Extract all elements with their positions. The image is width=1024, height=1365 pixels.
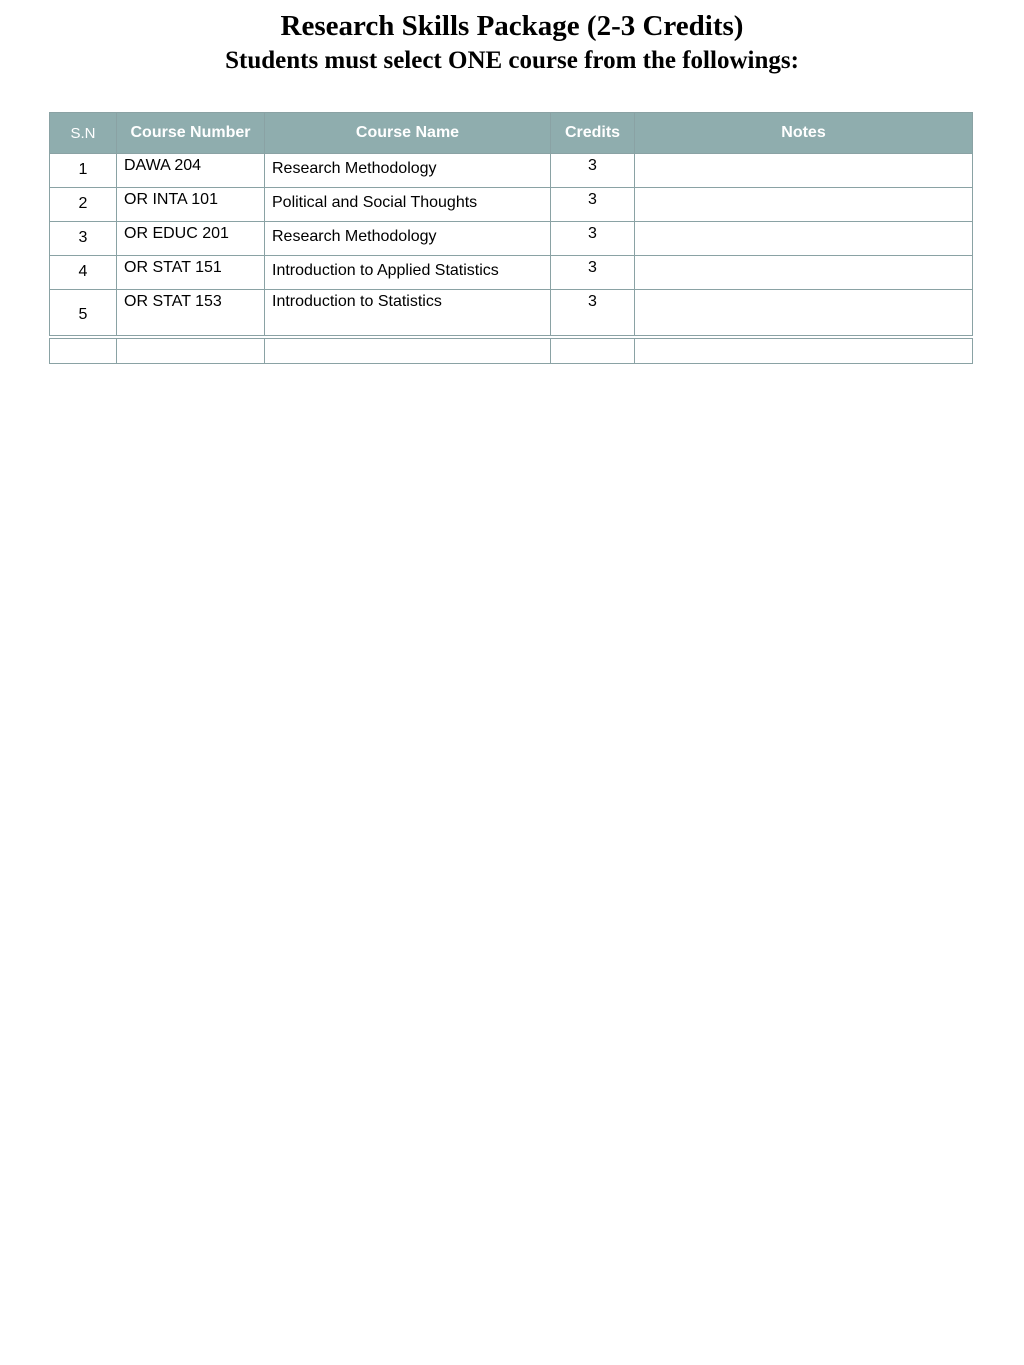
cell-sn: 3	[50, 222, 117, 256]
column-header-sn: S.N	[50, 113, 117, 154]
cell-notes	[635, 188, 973, 222]
cell-empty	[635, 337, 973, 364]
table-header-row	[50, 113, 973, 154]
cell-empty	[265, 337, 551, 364]
column-header-course-name: Course Name	[265, 113, 551, 154]
cell-course-number: OR INTA 101	[117, 188, 265, 222]
cell-credits: 3	[551, 290, 635, 338]
page-title: Research Skills Package (2-3 Credits)	[280, 10, 744, 42]
cell-course-number: OR STAT 153	[117, 290, 265, 338]
column-header-credits: Credits	[551, 113, 635, 154]
cell-credits: 3	[551, 188, 635, 222]
cell-notes	[635, 154, 973, 188]
column-header-notes: Notes	[635, 113, 973, 154]
cell-empty	[50, 337, 117, 364]
column-header-course-number: Course Number	[117, 113, 265, 154]
cell-credits: 3	[551, 154, 635, 188]
cell-empty	[117, 337, 265, 364]
cell-notes	[635, 222, 973, 256]
table-row	[50, 256, 973, 290]
cell-course-name: Political and Social Thoughts	[265, 188, 551, 222]
cell-course-name: Research Methodology	[265, 154, 551, 188]
table-row	[50, 222, 973, 256]
cell-sn: 2	[50, 188, 117, 222]
cell-course-number: DAWA 204	[117, 154, 265, 188]
cell-course-name: Introduction to Statistics	[265, 290, 551, 338]
cell-credits: 3	[551, 222, 635, 256]
cell-sn: 5	[50, 290, 117, 338]
cell-credits: 3	[551, 256, 635, 290]
table-row-empty	[50, 337, 973, 364]
cell-course-name: Introduction to Applied Statistics	[265, 256, 551, 290]
cell-course-number: OR EDUC 201	[117, 222, 265, 256]
cell-course-number: OR STAT 151	[117, 256, 265, 290]
table-row	[50, 188, 973, 222]
page-subtitle: Students must select ONE course from the followings:	[225, 47, 799, 74]
cell-notes	[635, 256, 973, 290]
table-row	[50, 290, 973, 338]
table-row	[50, 154, 973, 188]
cell-sn: 1	[50, 154, 117, 188]
cell-course-name: Research Methodology	[265, 222, 551, 256]
cell-notes	[635, 290, 973, 338]
cell-sn: 4	[50, 256, 117, 290]
cell-empty	[551, 337, 635, 364]
course-table	[49, 112, 973, 364]
